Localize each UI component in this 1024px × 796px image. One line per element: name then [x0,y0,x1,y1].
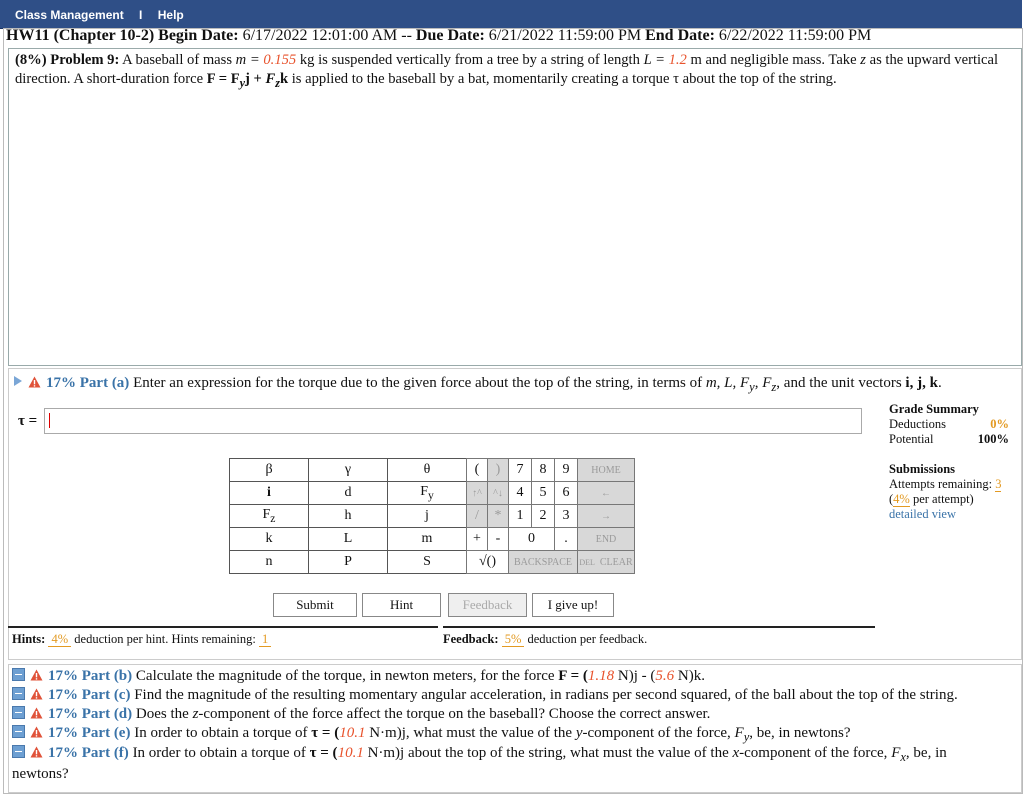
z-symbol: z [860,52,866,68]
problem-text-1: A baseball of mass [122,52,233,68]
problem-weight: (8%) [15,52,47,68]
part-b-text: Calculate the magnitude of the torque, in newton meters, for the force [135,668,555,684]
grade-summary-title: Grade Summary [889,402,979,416]
problem-text-6: is applied to the baseball by a bat, momentarily creating a torque τ about the top of the string. [291,71,837,87]
part-e-tag[interactable]: 17% Part (e) [48,725,131,741]
warning-icon [30,726,43,738]
assignment-name: HW11 (Chapter 10-2) [6,27,155,44]
feedback-bar [443,626,875,647]
force-expression: $F = F_yj + F_zk$ [206,71,289,90]
key-dot[interactable]: . [555,528,578,551]
key-i[interactable]: i [230,482,309,505]
hints-label: Hints: [12,632,46,646]
key-d[interactable]: d [309,482,388,505]
part-f-text-2: N·m)j about the top of the string, what must the value of the [367,745,729,761]
end-date: 6/22/2022 11:59:00 PM [718,27,872,44]
collapse-icon[interactable] [12,687,25,700]
key-plus[interactable]: + [467,528,488,551]
collapse-icon[interactable] [12,706,25,719]
header-sep: -- [401,27,412,44]
key-6[interactable]: 6 [555,482,578,505]
part-d-text-1: Does the [135,706,189,722]
part-f-text-1: In order to obtain a torque of [132,745,306,761]
key-gamma[interactable]: γ [309,459,388,482]
problem-text-2: kg is suspended vertically from a tree by a string of length [299,52,640,68]
top-menu-bar [0,0,1022,29]
end-label: End Date: [645,27,715,44]
problem-text-4: as the [869,52,904,68]
part-b-tag[interactable]: 17% Part (b) [48,668,133,684]
collapse-icon[interactable] [12,668,25,681]
part-b-end: N)k. [677,668,705,684]
key-0[interactable]: 0 [509,528,555,551]
key-left-arrow[interactable]: ← [578,482,635,505]
detailed-view-link[interactable]: detailed view [889,507,956,521]
key-P[interactable]: P [309,551,388,574]
part-e-text-2: N·m)j, what must the value of the [369,725,573,741]
key-1[interactable]: 1 [509,505,532,528]
expand-arrow-icon[interactable] [14,376,22,386]
part-e-text-3: -component of the force, [582,725,731,741]
begin-date: 6/17/2022 12:01:00 AM [242,27,398,44]
mass-value: 0.155 [263,52,297,68]
key-sqrt[interactable]: √() [467,551,509,574]
key-8[interactable]: 8 [532,459,555,482]
problem-text-5: upward vertical direction. A short-duration force [15,52,999,87]
key-fz[interactable]: $F_z$ [230,505,309,528]
part-f-fx: $F_x$ [891,745,906,764]
answer-label: τ = [18,413,38,429]
key-fy[interactable]: $F_y$ [388,482,467,505]
part-a-units: i, j, k [905,375,938,391]
key-m[interactable]: m [388,528,467,551]
part-f-tau: τ = ( [309,745,338,761]
warning-icon [30,746,43,758]
key-5[interactable]: 5 [532,482,555,505]
key-k[interactable]: k [230,528,309,551]
part-f-row [12,745,947,765]
submissions-panel: Submissions Attempts remaining: 3 (4% per attempt) detailed view [889,462,1014,522]
key-multiply[interactable]: * [488,505,509,528]
part-a-vars: m, L, $F_y$, $F_z$ [705,375,777,394]
feedback-pct: 5% [502,632,525,647]
key-minus[interactable]: - [488,528,509,551]
key-right-arrow[interactable]: → [578,505,635,528]
part-c-text: Find the magnitude of the resulting momentary angular acceleration, in radians per second squared, of the ball about the top of the string. [134,687,958,703]
length-value: 1.2 [668,52,687,68]
part-b-fz-value: 5.6 [655,668,675,684]
warning-icon [30,669,43,681]
key-n[interactable]: n [230,551,309,574]
part-d-z: z [192,706,199,722]
feedback-label: Feedback: [443,632,499,646]
warning-icon [28,376,41,388]
key-2[interactable]: 2 [532,505,555,528]
part-e-text-4: , be, in newtons? [749,725,851,741]
text-caret [49,413,50,428]
due-label: Due Date: [415,27,485,44]
part-f-text-4: , be, in [905,745,947,761]
feedback-button[interactable]: Feedback [448,593,527,617]
assignment-header [6,27,871,45]
part-a-prompt: Enter an expression for the torque due to the given force about the top of the string, in terms of [133,375,703,391]
part-e-row [12,725,851,745]
part-a-tag[interactable]: 17% Part (a) [46,375,130,391]
part-f-x: x [732,745,740,761]
key-h[interactable]: h [309,505,388,528]
hints-text: deduction per hint. Hints remaining: [74,632,256,646]
submit-button[interactable]: Submit [273,593,357,617]
hints-pct: 4% [48,632,71,647]
begin-label: Begin Date: [158,27,239,44]
warning-icon [30,688,43,700]
warning-icon [30,707,43,719]
part-e-value: 10.1 [339,725,366,741]
per-attempt-text: per attempt) [912,492,974,506]
part-c-tag[interactable]: 17% Part (c) [48,687,131,703]
hints-bar [8,626,438,647]
part-a-and: , and the unit vectors [776,375,902,391]
key-4[interactable]: 4 [509,482,532,505]
deductions-label: Deductions [889,417,946,431]
attempts-label: Attempts remaining: [889,477,993,491]
key-theta[interactable]: θ [388,459,467,482]
problem-text [15,51,1015,93]
part-a-header: 17% Part (a) Enter an expression for the torque due to the given force about the top of the string, in terms of m, L, $F_y$, $F_z$, and the unit vectors i, j, k. [14,375,942,395]
key-down[interactable]: ^↓ [488,482,509,505]
key-beta[interactable]: β [230,459,309,482]
key-home[interactable]: HOME [578,459,635,482]
per-attempt-pct: 4% [893,492,910,506]
key-open-paren[interactable]: ( [467,459,488,482]
collapse-icon[interactable] [12,745,25,758]
key-close-paren[interactable]: ) [488,459,509,482]
feedback-text: deduction per feedback. [527,632,648,646]
key-9[interactable]: 9 [555,459,578,482]
submissions-title: Submissions [889,462,956,476]
answer-input[interactable] [44,408,862,434]
part-b-fy-value: 1.18 [587,668,615,684]
part-c-row [12,687,958,704]
part-b-mid: N)j - ( [617,668,656,684]
key-clear[interactable]: CLEAR [599,556,633,568]
due-date: 6/21/2022 11:59:00 PM [488,27,642,44]
part-f-wrap: newtons? [12,766,69,782]
menu-help[interactable]: Help [157,8,184,22]
key-end[interactable]: END [578,528,635,551]
potential-value: 100% [977,432,1009,446]
symbol-keypad [229,458,467,574]
part-d-row [12,706,710,723]
potential-label: Potential [889,432,934,446]
key-del-clear[interactable] [578,551,635,574]
part-f-tag[interactable]: 17% Part (f) [48,745,129,761]
part-e-fy: $F_y$ [734,725,750,744]
hints-remaining: 1 [259,632,271,647]
part-f-text-3: -component of the force, [739,745,888,761]
key-j[interactable]: j [388,505,467,528]
key-up[interactable]: ↑^ [467,482,488,505]
hint-button[interactable]: Hint [362,593,441,617]
collapse-icon[interactable] [12,725,25,738]
menu [15,8,196,22]
length-symbol: L = [643,52,665,68]
part-b-row [12,668,705,685]
numeric-keypad [466,458,635,574]
attempts-remaining: 3 [995,477,1002,491]
key-L[interactable]: L [309,528,388,551]
key-divide[interactable]: / [467,505,488,528]
problem-label: Problem 9: [50,52,120,68]
part-f-value: 10.1 [337,745,364,761]
menu-separator: I [139,8,143,22]
part-e-text-1: In order to obtain a torque of [134,725,308,741]
part-b-force: F = ( [558,668,588,684]
part-e-tau: τ = ( [311,725,340,741]
problem-statement [8,48,1022,366]
part-d-tag[interactable]: 17% Part (d) [48,706,133,722]
key-del[interactable]: DEL [579,557,595,567]
part-d-text-2: -component of the force affect the torque on the baseball? Choose the correct answer. [198,706,711,722]
part-e-y: y [575,725,583,741]
problem-text-3: m and negligible mass. Take [690,52,857,68]
key-7[interactable]: 7 [509,459,532,482]
key-S[interactable]: S [388,551,467,574]
key-3[interactable]: 3 [555,505,578,528]
key-backspace[interactable]: BACKSPACE [509,551,578,574]
menu-class-management[interactable]: Class Management [15,8,124,22]
deductions-value: 0% [990,417,1009,431]
mass-symbol: m = [235,52,260,68]
grade-summary [889,402,1009,447]
give-up-button[interactable]: I give up! [532,593,614,617]
